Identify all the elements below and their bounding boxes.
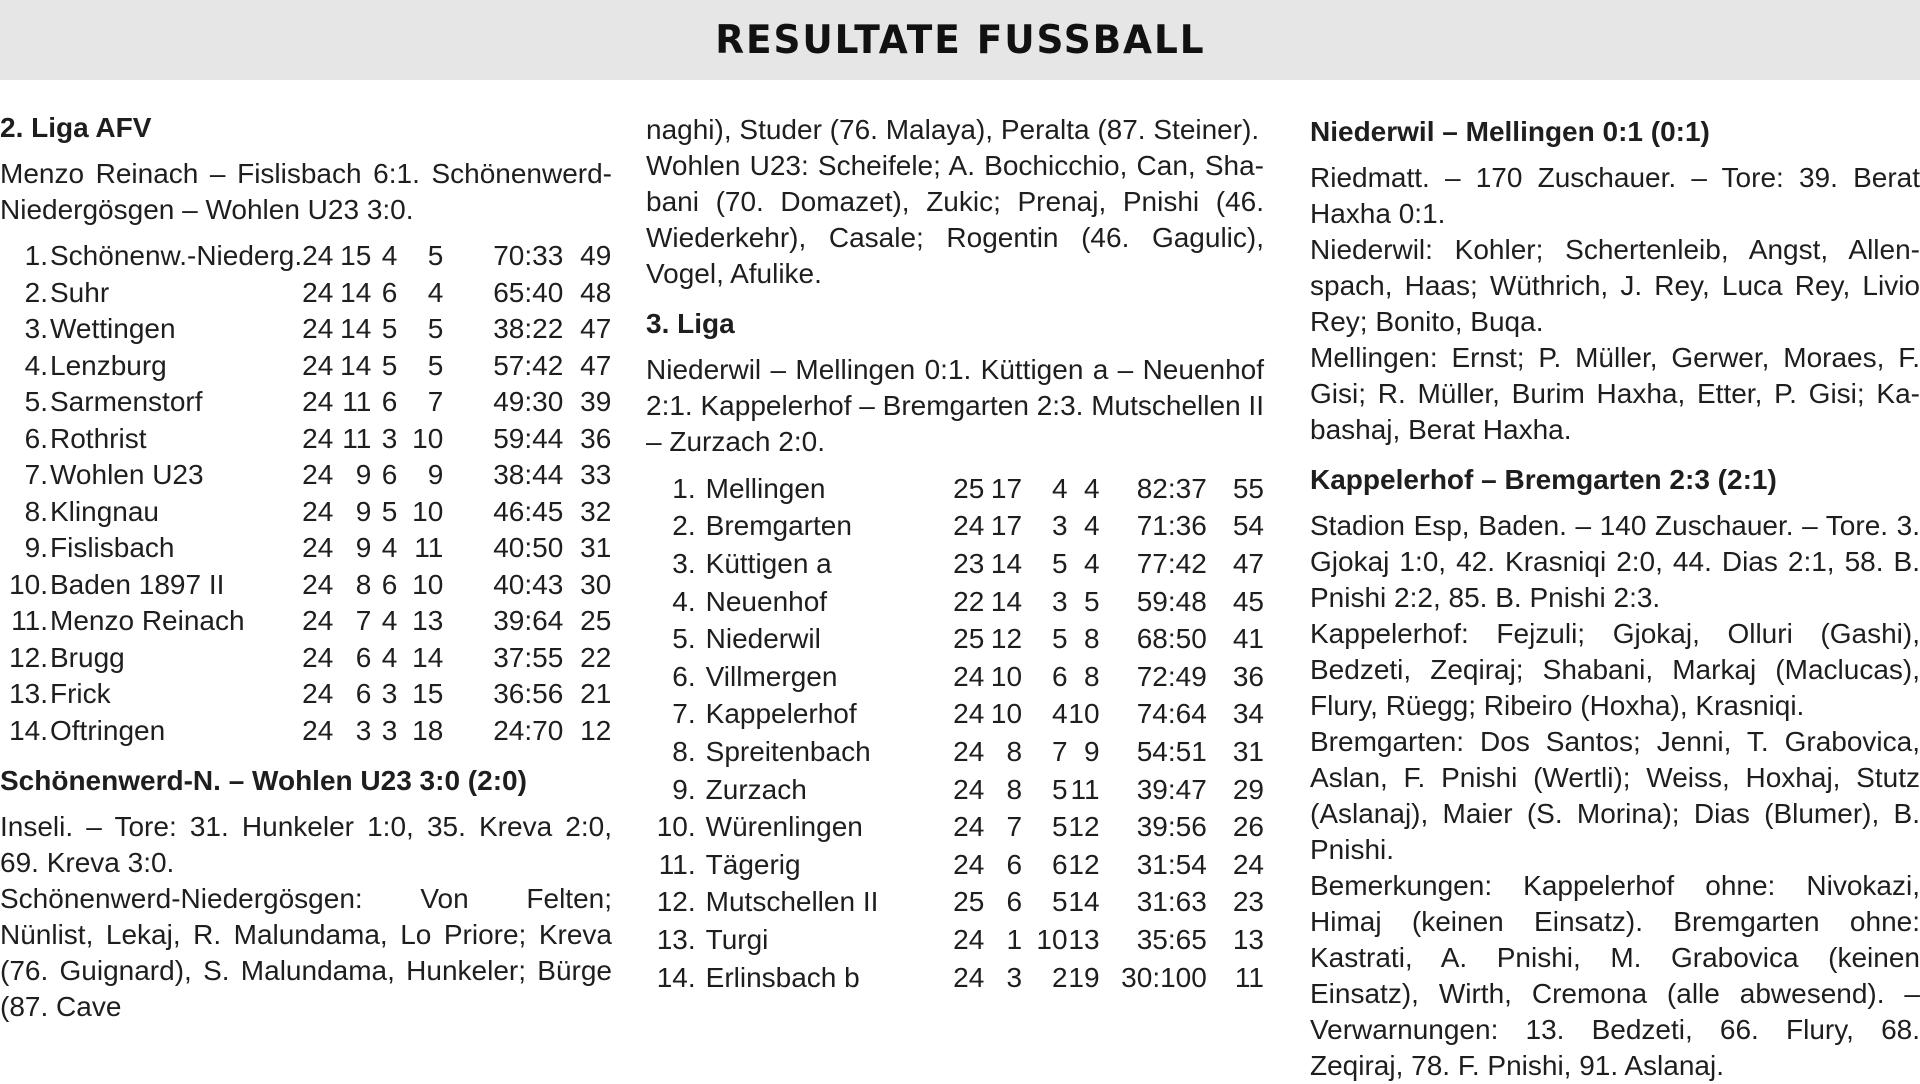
- cell-wins: 8: [355, 568, 372, 600]
- cell-games: 25: [953, 623, 985, 655]
- cell-rank: 13.: [9, 678, 48, 710]
- cell-games: 24: [302, 313, 334, 345]
- table-row: [0, 530, 611, 567]
- cell-rank: 12.: [9, 641, 48, 673]
- cell-team: Mutschellen II: [705, 886, 879, 918]
- cell-games: 24: [302, 422, 334, 454]
- cell-draws: 5: [381, 495, 398, 527]
- cell-rank: 6.: [672, 660, 696, 692]
- cell-team: Wohlen U23: [50, 459, 204, 491]
- cell-games: 24: [302, 641, 334, 673]
- cell-losses: 10: [412, 422, 444, 454]
- table-row: [0, 494, 611, 531]
- cell-wins: 9: [355, 532, 372, 564]
- cell-wins: 11: [342, 386, 372, 418]
- cell-rank: 1.: [24, 240, 48, 272]
- table-row: [646, 658, 1264, 696]
- cell-wins: 11: [342, 422, 372, 454]
- cell-wins: 12: [990, 623, 1023, 655]
- cell-team: Würenlingen: [705, 811, 863, 843]
- cell-wins: 8: [1006, 773, 1023, 805]
- table-row: [646, 771, 1264, 809]
- cell-losses: 14: [412, 641, 444, 673]
- cell-goals: 70:33: [493, 240, 564, 272]
- table-row: [0, 275, 611, 312]
- cell-points: 13: [1232, 923, 1264, 955]
- cell-wins: 14: [990, 547, 1023, 579]
- table-row: [646, 733, 1264, 771]
- cell-team: Frick: [50, 678, 111, 710]
- table-row: [646, 921, 1264, 959]
- match-lineup-home: Kappelerhof: Fejzuli; Gjokaj, Olluri (Gashi), Bedzeti, Zeqiraj; Shabani, Markaj (Maclucas), Flury, Rüegg; Ribeiro (Hoxha), Krasniqi.: [1310, 618, 1920, 721]
- cell-wins: 6: [1006, 886, 1023, 918]
- cell-draws: 6: [1052, 660, 1068, 692]
- cell-draws: 10: [1036, 923, 1068, 955]
- cell-team: Kappelerhof: [705, 698, 857, 730]
- match-lineup-away: Mellingen: Ernst; P. Müller, Gerwer, Moraes, F. Gisi; R. Müller, Burim Haxha, Etter, P. Gisi; Kabashaj, Berat Haxha.: [1310, 342, 1920, 445]
- cell-games: 24: [953, 698, 985, 730]
- cell-goals: 72:49: [1136, 660, 1207, 692]
- cell-goals: 39:47: [1136, 773, 1207, 805]
- cell-points: 33: [580, 459, 612, 491]
- table-row: [646, 620, 1264, 658]
- cell-games: 24: [953, 811, 985, 843]
- section-title-3-liga: 3. Liga: [646, 308, 735, 339]
- cell-team: Bremgarten: [705, 510, 852, 542]
- cell-points: 41: [1232, 623, 1264, 655]
- table-row: [646, 508, 1264, 546]
- cell-rank: 9.: [24, 532, 48, 564]
- cell-team: Tägerig: [705, 848, 801, 880]
- cell-points: 31: [1232, 735, 1264, 767]
- cell-team: Niederwil: [705, 623, 821, 655]
- cell-games: 24: [953, 660, 985, 692]
- cell-draws: 3: [381, 678, 398, 710]
- cell-rank: 5.: [672, 623, 696, 655]
- cell-rank: 13.: [656, 923, 696, 955]
- table-row: [0, 457, 611, 494]
- cell-draws: 4: [1052, 472, 1068, 504]
- cell-games: 24: [302, 386, 334, 418]
- cell-points: 34: [1232, 698, 1264, 730]
- cell-goals: 38:44: [493, 459, 564, 491]
- cell-losses: 8: [1083, 623, 1100, 655]
- cell-team: Oftringen: [50, 714, 166, 746]
- cell-points: 47: [580, 313, 612, 345]
- cell-points: 36: [1232, 660, 1264, 692]
- match-report: Inseli. – Tore: 31. Hunkeler 1:0, 35. Kreva 2:0, 69. Kreva 3:0.: [0, 811, 612, 878]
- cell-goals: 39:64: [493, 605, 564, 637]
- cell-draws: 3: [381, 422, 398, 454]
- cell-draws: 4: [381, 641, 398, 673]
- cell-team: Neuenhof: [705, 585, 828, 617]
- cell-rank: 8.: [672, 735, 696, 767]
- cell-draws: 3: [1052, 585, 1068, 617]
- cell-team: Turgi: [705, 923, 769, 955]
- cell-losses: 5: [427, 313, 444, 345]
- cell-points: 24: [1232, 848, 1264, 880]
- table-row: [0, 238, 611, 275]
- table-row: [646, 884, 1264, 922]
- cell-team: Zurzach: [705, 773, 807, 805]
- cell-wins: 9: [355, 459, 372, 491]
- cell-wins: 9: [355, 495, 372, 527]
- cell-goals: 40:50: [493, 532, 564, 564]
- cell-points: 30: [580, 568, 612, 600]
- table-row: [0, 421, 611, 458]
- cell-draws: 5: [1052, 811, 1068, 843]
- cell-points: 22: [580, 641, 612, 673]
- cell-wins: 3: [355, 714, 372, 746]
- match-lineup: Wohlen U23: Scheifele; A. Bochicchio, Can, Shabani (70. Domazet), Zukic; Prenaj, Pnishi (46. Wiederkehr), Casale; Rogentin (46. Gagulic), Vogel, Afulike.: [646, 150, 1264, 289]
- cell-goals: 35:65: [1136, 923, 1207, 955]
- cell-games: 25: [953, 472, 985, 504]
- cell-games: 24: [953, 735, 985, 767]
- match-title: Schönenwerd-N. – Wohlen U23 3:0 (2:0): [0, 765, 527, 796]
- cell-points: 21: [580, 678, 612, 710]
- cell-losses: 15: [412, 678, 444, 710]
- cell-team: Suhr: [50, 276, 110, 308]
- cell-team: Schönenw.-Niederg.: [50, 240, 303, 272]
- cell-losses: 5: [1083, 585, 1100, 617]
- cell-losses: 8: [1083, 660, 1100, 692]
- cell-points: 55: [1232, 472, 1264, 504]
- page-title: RESULTATE FUSSBALL: [714, 17, 1206, 63]
- cell-wins: 6: [355, 641, 372, 673]
- match-remarks: Bemerkungen: Kappelerhof ohne: Nivokazi, Himaj (keinen Einsatz). Bremgarten ohne: Kastrati, A. Pnishi, M. Grabovica (keinen Einsatz), Wirth, Cremona (alle abwesend). – Verwarnungen: 13. Bedzeti, 66. Flury, 68. Zeqiraj, 78. F. Pnishi, 91. Aslanaj.: [1310, 870, 1920, 1081]
- cell-points: 12: [580, 714, 612, 746]
- cell-losses: 4: [427, 276, 444, 308]
- cell-points: 29: [1232, 773, 1264, 805]
- cell-goals: 57:42: [493, 349, 564, 381]
- cell-rank: 9.: [672, 773, 696, 805]
- cell-losses: 9: [1083, 735, 1100, 767]
- cell-rank: 14.: [656, 961, 696, 993]
- standings-table-3-liga: [646, 470, 1264, 996]
- table-row: [646, 959, 1264, 997]
- cell-losses: 4: [1083, 472, 1100, 504]
- cell-rank: 3.: [24, 313, 48, 345]
- cell-team: Sarmenstorf: [50, 386, 203, 418]
- cell-games: 24: [302, 678, 334, 710]
- cell-draws: 5: [381, 313, 398, 345]
- cell-goals: 65:40: [493, 276, 564, 308]
- cell-points: 32: [580, 495, 612, 527]
- cell-rank: 7.: [672, 698, 696, 730]
- cell-losses: 18: [412, 714, 444, 746]
- cell-losses: 12: [1068, 848, 1100, 880]
- cell-games: 24: [302, 605, 334, 637]
- cell-losses: 14: [1068, 886, 1100, 918]
- cell-losses: 11: [414, 532, 444, 564]
- match-lineup-continued: naghi), Studer (76. Malaya), Peralta (87. Steiner).: [646, 114, 1260, 145]
- cell-team: Brugg: [50, 641, 125, 673]
- cell-losses: 4: [1083, 547, 1100, 579]
- cell-games: 23: [953, 547, 985, 579]
- cell-wins: 14: [990, 585, 1023, 617]
- cell-wins: 7: [1006, 811, 1023, 843]
- cell-draws: 6: [381, 276, 398, 308]
- cell-points: 48: [580, 276, 612, 308]
- table-row: [0, 384, 611, 421]
- cell-points: 26: [1232, 811, 1264, 843]
- cell-goals: 49:30: [493, 386, 564, 418]
- cell-games: 24: [953, 773, 985, 805]
- cell-wins: 14: [340, 349, 372, 381]
- cell-points: 23: [1232, 886, 1264, 918]
- cell-goals: 31:54: [1136, 848, 1207, 880]
- cell-rank: 11.: [658, 848, 696, 880]
- cell-wins: 10: [990, 698, 1023, 730]
- table-row: [0, 603, 611, 640]
- cell-goals: 77:42: [1136, 547, 1207, 579]
- cell-points: 49: [580, 240, 612, 272]
- cell-points: 25: [580, 605, 612, 637]
- results-text: Menzo Reinach – Fislisbach 6:1. Schönenwerd-Niedergösgen – Wohlen U23 3:0.: [0, 158, 612, 225]
- cell-wins: 14: [340, 276, 372, 308]
- cell-goals: 59:48: [1136, 585, 1207, 617]
- table-row: [646, 846, 1264, 884]
- cell-wins: 3: [1006, 961, 1023, 993]
- standings-table-2-liga: [0, 238, 611, 749]
- cell-rank: 10.: [9, 568, 48, 600]
- cell-rank: 2.: [672, 510, 696, 542]
- cell-draws: 3: [1052, 510, 1068, 542]
- cell-rank: 12.: [656, 886, 696, 918]
- column-middle: [646, 112, 1264, 996]
- cell-draws: 2: [1052, 961, 1068, 993]
- cell-wins: 17: [990, 510, 1023, 542]
- cell-goals: 36:56: [493, 678, 564, 710]
- cell-goals: 71:36: [1136, 510, 1207, 542]
- cell-goals: 24:70: [493, 714, 564, 746]
- cell-draws: 7: [1052, 735, 1068, 767]
- cell-rank: 14.: [9, 714, 48, 746]
- cell-wins: 10: [990, 660, 1023, 692]
- table-row: [0, 348, 611, 385]
- results-text: Niederwil – Mellingen 0:1. Küttigen a – Neuenhof 2:1. Kappelerhof – Bremgarten 2:3. Mutschellen II – Zurzach 2:0.: [646, 354, 1264, 457]
- page-header: [0, 0, 1920, 80]
- cell-points: 39: [580, 386, 612, 418]
- table-row: [0, 640, 611, 677]
- cell-goals: 74:64: [1136, 698, 1207, 730]
- table-row: [646, 583, 1264, 621]
- table-row: [0, 676, 611, 713]
- cell-losses: 10: [412, 568, 444, 600]
- cell-draws: 5: [1052, 773, 1068, 805]
- match-report: Riedmatt. – 170 Zuschauer. – Tore: 39. Berat Haxha 0:1.: [1310, 162, 1920, 229]
- cell-rank: 6.: [24, 422, 48, 454]
- cell-games: 24: [302, 349, 334, 381]
- cell-losses: 5: [427, 349, 444, 381]
- cell-wins: 6: [1006, 848, 1023, 880]
- cell-team: Klingnau: [50, 495, 159, 527]
- cell-wins: 8: [1006, 735, 1023, 767]
- cell-draws: 5: [1052, 623, 1068, 655]
- table-row: [0, 567, 611, 604]
- cell-draws: 5: [381, 349, 398, 381]
- cell-points: 47: [1232, 547, 1264, 579]
- cell-wins: 1: [1006, 923, 1023, 955]
- cell-draws: 5: [1052, 886, 1068, 918]
- cell-draws: 4: [381, 532, 398, 564]
- table-row: [646, 545, 1264, 583]
- column-left: [0, 110, 612, 1025]
- cell-goals: 82:37: [1136, 472, 1207, 504]
- cell-draws: 4: [381, 240, 398, 272]
- cell-losses: 7: [427, 386, 444, 418]
- column-right: [1310, 114, 1920, 1084]
- cell-games: 24: [302, 714, 334, 746]
- cell-games: 24: [953, 923, 985, 955]
- cell-games: 24: [953, 848, 985, 880]
- cell-points: 45: [1232, 585, 1264, 617]
- cell-draws: 5: [1052, 547, 1068, 579]
- cell-losses: 5: [427, 240, 444, 272]
- table-row: [0, 311, 611, 348]
- cell-draws: 6: [381, 459, 398, 491]
- cell-rank: 1.: [672, 472, 696, 504]
- cell-goals: 68:50: [1136, 623, 1207, 655]
- cell-rank: 4.: [672, 585, 696, 617]
- cell-draws: 4: [381, 605, 398, 637]
- cell-wins: 6: [355, 678, 372, 710]
- cell-losses: 12: [1068, 811, 1100, 843]
- match-lineup: Schönenwerd-Niedergösgen: Von Felten; Nünlist, Lekaj, R. Malundama, Lo Priore; Kreva (76. Guignard), S. Malundama, Hunkeler; Bürge (87. Cave: [0, 883, 612, 1022]
- cell-rank: 2.: [24, 276, 48, 308]
- cell-losses: 4: [1083, 510, 1100, 542]
- table-row: [646, 808, 1264, 846]
- cell-games: 24: [302, 240, 334, 272]
- section-title-2-liga: 2. Liga AFV: [0, 112, 152, 143]
- cell-draws: 6: [381, 386, 398, 418]
- cell-rank: 4.: [24, 349, 48, 381]
- cell-draws: 4: [1052, 698, 1068, 730]
- match-title: Kappelerhof – Bremgarten 2:3 (2:1): [1310, 464, 1777, 495]
- cell-draws: 6: [381, 568, 398, 600]
- cell-goals: 46:45: [493, 495, 564, 527]
- match-lineup-home: Niederwil: Kohler; Schertenleib, Angst, Allenspach, Haas; Wüthrich, J. Rey, Luca Rey, Livio Rey; Bonito, Buqa.: [1310, 234, 1920, 337]
- cell-goals: 40:43: [493, 568, 564, 600]
- cell-rank: 10.: [656, 811, 696, 843]
- cell-losses: 13: [412, 605, 444, 637]
- cell-losses: 13: [1068, 923, 1100, 955]
- cell-losses: 10: [412, 495, 444, 527]
- cell-games: 24: [302, 276, 334, 308]
- cell-draws: 6: [1052, 848, 1068, 880]
- cell-goals: 31:63: [1136, 886, 1207, 918]
- cell-goals: 38:22: [493, 313, 564, 345]
- cell-team: Fislisbach: [50, 532, 175, 564]
- cell-wins: 7: [355, 605, 372, 637]
- cell-losses: 11: [1070, 773, 1100, 805]
- cell-games: 24: [302, 568, 334, 600]
- cell-rank: 3.: [672, 547, 696, 579]
- cell-points: 31: [580, 532, 612, 564]
- cell-goals: 30:100: [1121, 961, 1207, 993]
- cell-rank: 7.: [24, 459, 48, 491]
- cell-team: Villmergen: [705, 660, 838, 692]
- cell-team: Mellingen: [705, 472, 826, 504]
- cell-team: Spreitenbach: [705, 735, 871, 767]
- cell-losses: 9: [427, 459, 444, 491]
- cell-losses: 10: [1068, 698, 1100, 730]
- cell-draws: 3: [381, 714, 398, 746]
- table-row: [0, 713, 611, 750]
- cell-goals: 37:55: [493, 641, 564, 673]
- cell-wins: 14: [340, 313, 372, 345]
- cell-team: Erlinsbach b: [705, 961, 860, 993]
- cell-rank: 5.: [24, 386, 48, 418]
- table-row: [646, 696, 1264, 734]
- cell-team: Wettingen: [50, 313, 176, 345]
- cell-games: 24: [953, 961, 985, 993]
- table-row: [646, 470, 1264, 508]
- cell-team: Rothrist: [50, 422, 147, 454]
- cell-games: 24: [302, 495, 334, 527]
- cell-games: 24: [953, 510, 985, 542]
- match-title: Niederwil – Mellingen 0:1 (0:1): [1310, 116, 1710, 147]
- cell-goals: 59:44: [493, 422, 564, 454]
- cell-rank: 11.: [11, 605, 48, 637]
- cell-games: 24: [302, 532, 334, 564]
- cell-goals: 39:56: [1136, 811, 1207, 843]
- cell-goals: 54:51: [1136, 735, 1207, 767]
- match-report: Stadion Esp, Baden. – 140 Zuschauer. – Tore. 3. Gjokaj 1:0, 42. Krasniqi 2:0, 44. Dias 2:1, 58. B. Pnishi 2:2, 85. B. Pnishi 2:3.: [1310, 510, 1920, 613]
- cell-wins: 15: [340, 240, 372, 272]
- cell-points: 11: [1234, 961, 1264, 993]
- cell-points: 47: [580, 349, 612, 381]
- cell-points: 36: [580, 422, 612, 454]
- match-lineup-away: Bremgarten: Dos Santos; Jenni, T. Grabovica, Aslan, F. Pnishi (Wertli); Weiss, Hoxhaj, Stutz (Aslanaj), Maier (S. Morina); Dias (Blumer), B. Pnishi.: [1310, 726, 1920, 865]
- cell-games: 25: [953, 886, 985, 918]
- cell-games: 24: [302, 459, 334, 491]
- cell-team: Küttigen a: [705, 547, 832, 579]
- cell-games: 22: [953, 585, 985, 617]
- cell-team: Menzo Reinach: [50, 605, 245, 637]
- cell-wins: 17: [990, 472, 1023, 504]
- cell-losses: 19: [1068, 961, 1100, 993]
- cell-team: Baden 1897 II: [50, 568, 225, 600]
- cell-rank: 8.: [24, 495, 48, 527]
- cell-points: 54: [1232, 510, 1264, 542]
- cell-team: Lenzburg: [50, 349, 167, 381]
